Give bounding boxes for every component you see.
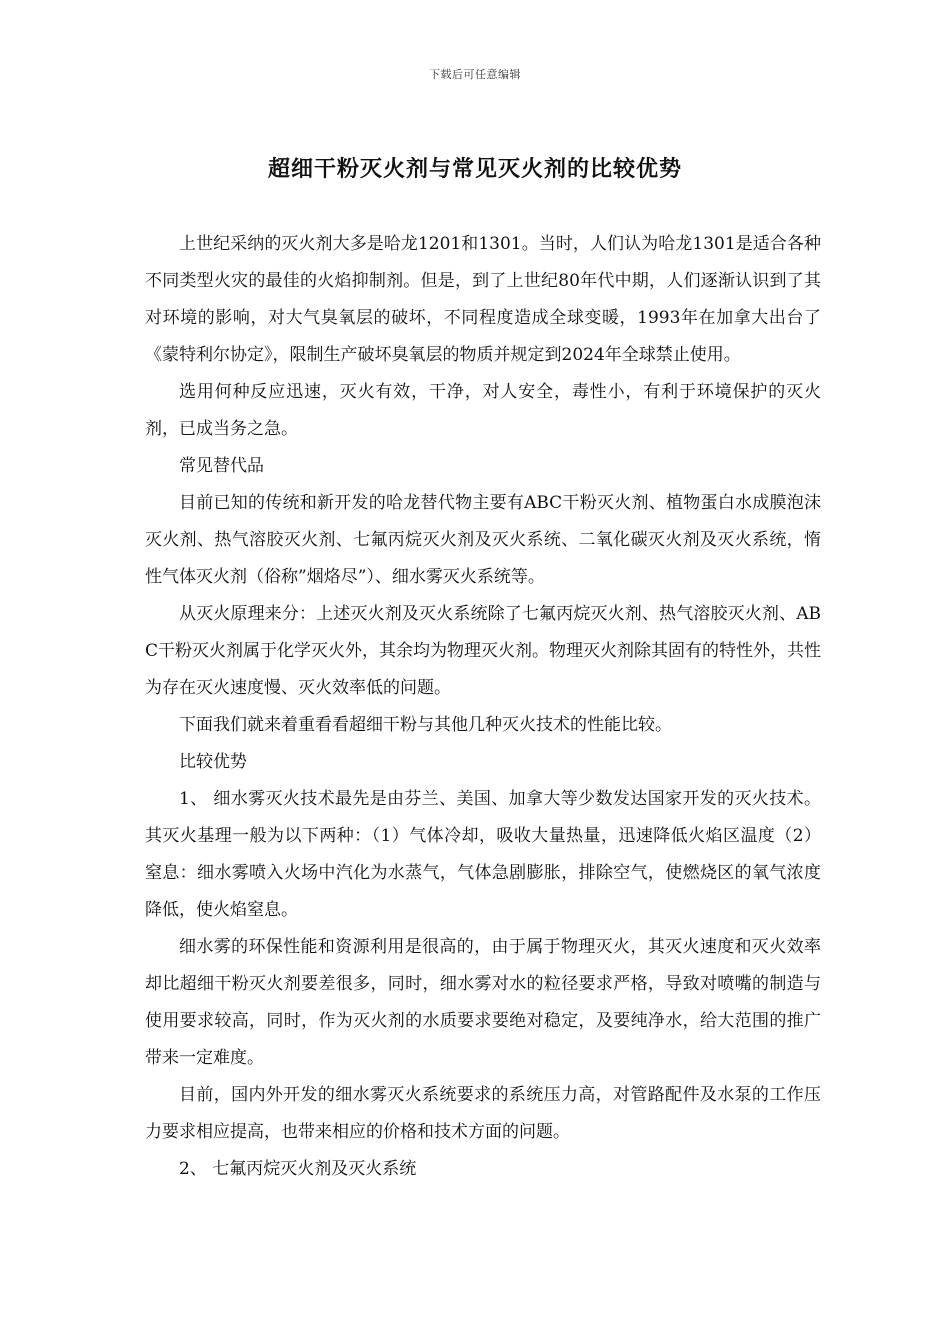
paragraph-principles: 从灭火原理来分：上述灭火剂及灭火系统除了七氟丙烷灭火剂、热气溶胶灭火剂、ABC干粉灭火剂属于化学灭火外，其余均为物理灭火剂。物理灭火剂除其固有的特性外，共性为存在灭火速度慢、灭火效率低的问题。 (145, 604, 822, 698)
paragraph-water-mist-pressure: 目前，国内外开发的细水雾灭火系统要求的系统压力高，对管路配件及水泵的工作压力要求相应提高，也带来相应的价格和技术方面的问题。 (145, 1085, 821, 1142)
header-note: 下载后可任意编辑 (429, 68, 521, 81)
paragraph-water-mist-drawbacks: 细水雾的环保性能和资源利用是很高的，由于属于物理灭火，其灭火速度和灭火效率却比超细干粉灭火剂要差很多，同时，细水雾对水的粒径要求严格，导致对喷嘴的制造与使用要求较高，同时，作为灭火剂的水质要求要绝对稳定，及要纯净水，给大范围的推广带来一定难度。 (145, 937, 821, 1068)
paragraph-urgency: 选用何种反应迅速，灭火有效，干净，对人安全，毒性小，有利于环境保护的灭火剂，已成当务之急。 (145, 382, 821, 439)
document-body (145, 226, 821, 1188)
paragraph-water-mist: 1、 细水雾灭火技术最先是由芬兰、美国、加拿大等少数发达国家开发的灭火技术。其灭火基理一般为以下两种：（1）气体冷却，吸收大量热量，迅速降低火焰区温度（2）窒息：细水雾喷入火场中汽化为水蒸气，气体急剧膨胀，排除空气，使燃烧区的氧气浓度降低，使火焰窒息。 (145, 789, 821, 920)
paragraph-comparison-intro: 下面我们就来着重看看超细干粉与其他几种灭火技术的性能比较。 (179, 715, 672, 735)
paragraph-halon-history: 上世纪采纳的灭火剂大多是哈龙1201和1301。当时，人们认为哈龙1301是适合各种不同类型火灾的最佳的火焰抑制剂。但是，到了上世纪80年代中期，人们逐渐认识到了其对环境的影响，对大气臭氧层的破坏，不同程度造成全球变暖，1993年在加拿大出台了《蒙特利尔协定》，限制生产破坏臭氧层的物质并规定到2024年全球禁止使用。 (145, 234, 821, 365)
section-heading-alternatives: 常见替代品 (179, 456, 264, 476)
paragraph-alternatives-list: 目前已知的传统和新开发的哈龙替代物主要有ABC干粉灭火剂、植物蛋白水成膜泡沫灭火剂、热气溶胶灭火剂、七氟丙烷灭火剂及灭火系统、二氧化碳灭火剂及灭火系统，惰性气体灭火剂（俗称”烟烙尽”）、细水雾灭火系统等。 (145, 493, 821, 587)
paragraph-heptafluoropropane: 2、 七氟丙烷灭火剂及灭火系统 (179, 1159, 417, 1179)
section-heading-advantages: 比较优势 (179, 752, 247, 772)
document-title: 超细干粉灭火剂与常见灭火剂的比较优势 (267, 156, 682, 182)
